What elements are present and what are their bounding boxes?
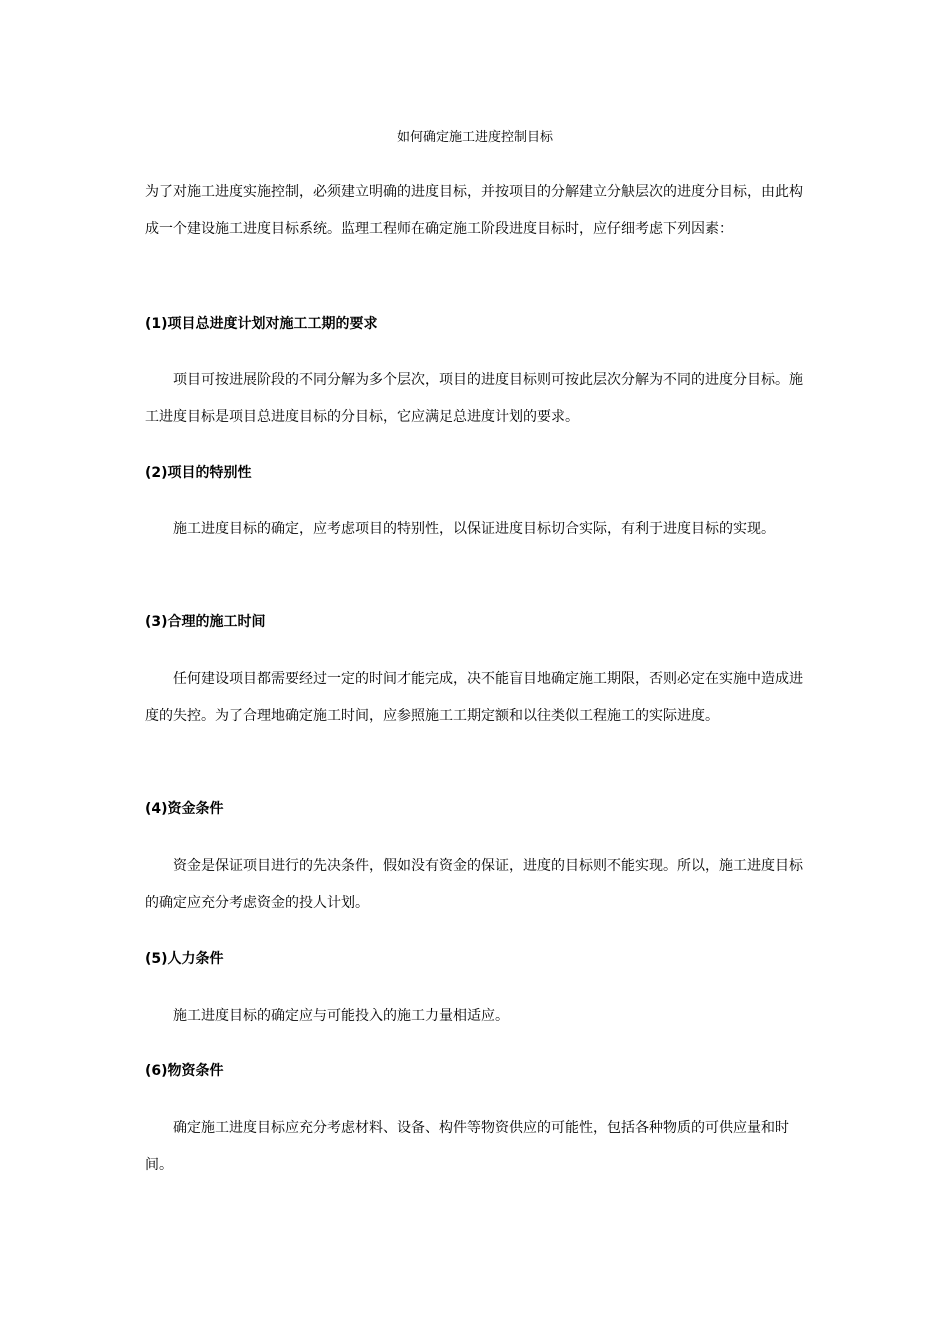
section-2-heading: (2)项目的特别性 — [145, 465, 252, 481]
section-2-body: 施工进度目标的确定，应考虑项目的特别性，以保证进度目标切合实际，有利于进度目标的实现。 — [173, 521, 775, 537]
section-1-heading: (1)项目总进度计划对施工工期的要求 — [145, 316, 378, 332]
section-4-heading: (4)资金条件 — [145, 801, 224, 817]
section-6-body: 确定施工进度目标应充分考虑材料、设备、构件等物资供应的可能性，包括各种物质的可供应量和时间。 — [145, 1120, 789, 1173]
section-3-heading: (3)合理的施工时间 — [145, 614, 266, 630]
section-6-heading: (6)物资条件 — [145, 1063, 224, 1079]
section-3-body: 任何建设项目都需要经过一定的时间才能完成，决不能盲目地确定施工期限，否则必定在实施中造成进度的失控。为了合理地确定施工时间，应参照施工工期定额和以往类似工程施工的实际进度。 — [145, 671, 803, 724]
section-4-body: 资金是保证项目进行的先决条件，假如没有资金的保证，进度的目标则不能实现。所以，施工进度目标的确定应充分考虑资金的投人计划。 — [145, 858, 803, 911]
section-1-body: 项目可按进展阶段的不同分解为多个层次，项目的进度目标则可按此层次分解为不同的进度分目标。施工进度目标是项目总进度目标的分目标，它应满足总进度计划的要求。 — [145, 372, 803, 425]
document-title: 如何确定施工进度控制目标 — [396, 130, 553, 145]
section-5-body: 施工进度目标的确定应与可能投入的施工力量相适应。 — [173, 1008, 509, 1024]
section-5-heading: (5)人力条件 — [145, 951, 224, 967]
intro-paragraph: 为了对施工进度实施控制，必须建立明确的进度目标，并按项目的分解建立分觖层次的进度分目标，由此构成一个建设施工进度目标系统。监理工程师在确定施工阶段进度目标时，应仔细考虑下列因素： — [145, 184, 803, 237]
